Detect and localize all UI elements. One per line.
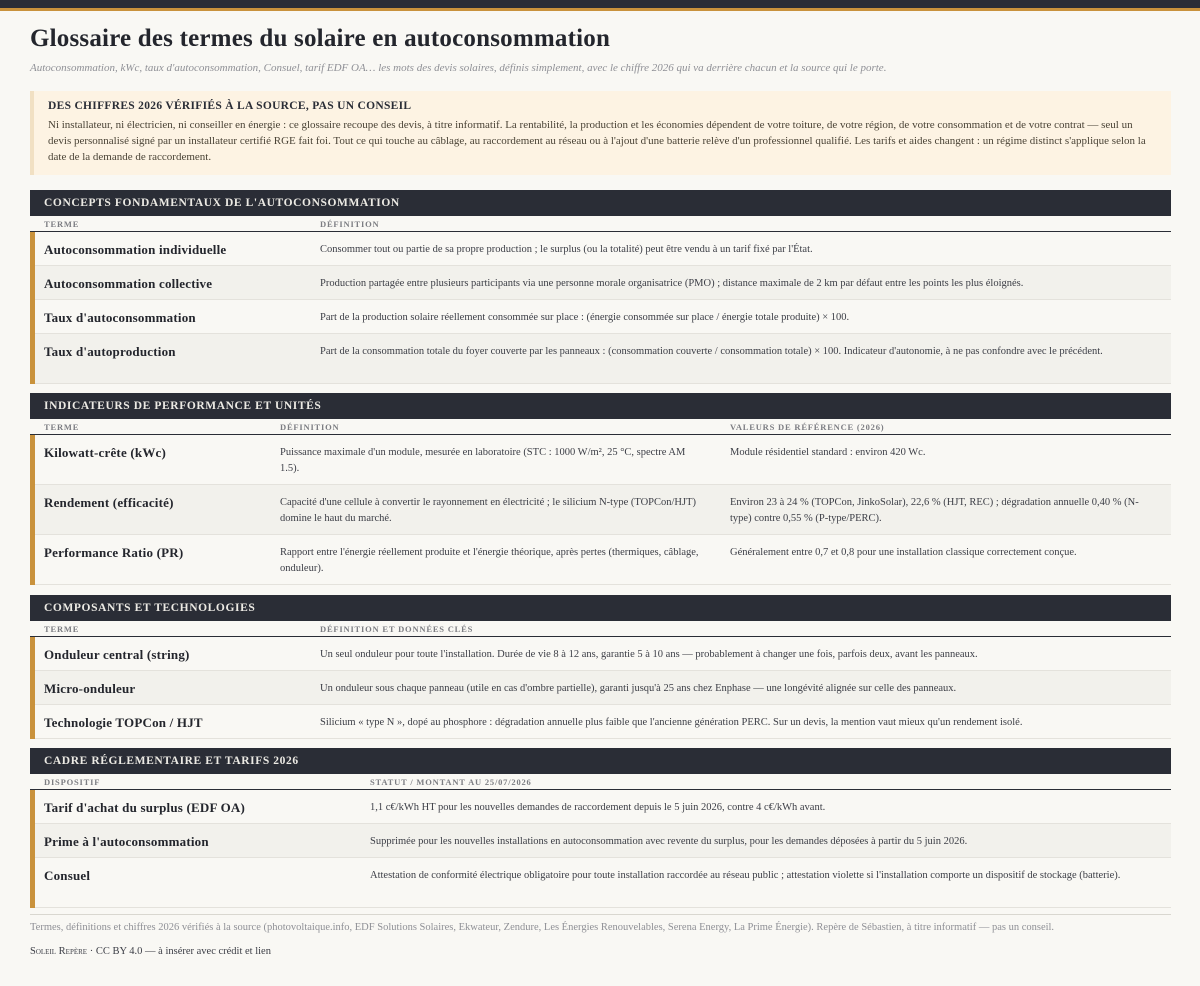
- column-header-device: DISPOSITIF: [44, 777, 101, 787]
- section-title: INDICATEURS DE PERFORMANCE ET UNITÉS: [30, 393, 1171, 419]
- term-label: Taux d'autoconsommation: [44, 310, 196, 325]
- table-row: [35, 790, 1171, 824]
- table-row: [35, 637, 1171, 671]
- column-headers: [30, 419, 1171, 435]
- definition-cell: Consommer tout ou partie de sa propre production ; le surplus (ou la totalité) peut être vendu à un tarif fixé par l'État.: [320, 244, 813, 255]
- column-header-reference: VALEURS DE RÉFÉRENCE (2026): [730, 422, 885, 432]
- table-row: [35, 485, 1171, 535]
- column-header-term: TERME: [44, 422, 80, 432]
- definition-cell: Attestation de conformité électrique obligatoire pour toute installation raccordée au réseau public ; attestation violette si l'installation comporte un dispositif de stockage (batterie).: [370, 870, 1121, 881]
- definition-cell: Part de la production solaire réellement consommée sur place : (énergie consommée sur place / énergie totale produite) × 100.: [320, 312, 850, 323]
- column-headers: [30, 774, 1171, 790]
- page-subtitle: Autoconsommation, kWc, taux d'autoconsommation, Consuel, tarif EDF OA… les mots des devis solaires, définis simplement, avec le chiffre 2026 qui va derrière chacun et la source qui le porte.: [30, 62, 887, 74]
- term-label: Performance Ratio (PR): [44, 545, 184, 560]
- table-row: [35, 266, 1171, 300]
- column-header-definition: DÉFINITION ET DONNÉES CLÉS: [320, 624, 474, 634]
- disclaimer-notice: [30, 91, 1171, 175]
- section-title: CONCEPTS FONDAMENTAUX DE L'AUTOCONSOMMATION: [30, 190, 1171, 216]
- credit-line: [30, 945, 1171, 959]
- term-label: Prime à l'autoconsommation: [44, 834, 209, 849]
- section-title: CADRE RÉGLEMENTAIRE ET TARIFS 2026: [30, 748, 1171, 774]
- term-label: Autoconsommation individuelle: [44, 242, 227, 257]
- definition-cell: Supprimée pour les nouvelles installations en autoconsommation avec revente du surplus, pour les demandes déposées à partir du 5 juin 2026.: [370, 836, 968, 847]
- definition-cell: Production partagée entre plusieurs participants via une personne morale organisatrice (PMO) ; distance maximale de 2 km par défaut entre les points les plus éloignés.: [320, 278, 1024, 289]
- section-title: COMPOSANTS ET TECHNOLOGIES: [30, 595, 1171, 621]
- section-rows: [30, 232, 1171, 384]
- definition-cell: Part de la consommation totale du foyer couverte par les panneaux : (consommation couverte / consommation totale) × 100. Indicateur d'autonomie, à ne pas confondre avec le précédent.: [320, 346, 1103, 357]
- notice-text: Ni installateur, ni électricien, ni conseiller en énergie : ce glossaire recoupe des devis, à titre informatif. La rentabilité, la production et les économies dépendent de votre toiture, de votre région, de votre consommation et de votre contrat — seul un devis personnalisé signé par un installateur certifié RGE fait foi. Tout ce qui touche au câblage, au raccordement au réseau ou à l'ajout d'une batterie relève d'un professionnel qualifié. Les tarifs et aides changent : un régime distinct s'applique selon la date de la demande de raccordement.: [48, 119, 1146, 163]
- sources-note: Termes, définitions et chiffres 2026 vérifiés à la source (photovoltaique.info, EDF Solutions Solaires, Ekwateur, Zendure, Les Énergies Renouvelables, Serena Energy, La Prime Énergie). Repère de Sébastien, à titre informatif — pas un conseil.: [30, 922, 1055, 933]
- column-header-definition: DÉFINITION: [280, 422, 340, 432]
- column-header-definition: DÉFINITION: [320, 219, 380, 229]
- column-headers: [30, 216, 1171, 232]
- table-row: [35, 535, 1171, 585]
- brand-name: Soleil Repère: [30, 946, 88, 957]
- term-label: Micro-onduleur: [44, 681, 136, 696]
- table-row: [35, 435, 1171, 485]
- section-components: [30, 595, 1171, 739]
- definition-cell: Un onduleur sous chaque panneau (utile en cas d'ombre partielle), garanti jusqu'à 25 ans chez Enphase — une longévité alignée sur celle des panneaux.: [320, 683, 957, 694]
- top-bar-accent: [0, 8, 1200, 11]
- column-header-term: TERME: [44, 219, 80, 229]
- section-rows: [30, 435, 1171, 585]
- term-label: Taux d'autoproduction: [44, 344, 176, 359]
- table-row: [35, 232, 1171, 266]
- footer-divider: [30, 914, 1171, 915]
- table-row: [35, 705, 1171, 739]
- reference-cell: Environ 23 à 24 % (TOPCon, JinkoSolar), 22,6 % (HJT, REC) ; dégradation annuelle 0,40 % (N-type) contre 0,55 % (P-type/PERC).: [730, 497, 1139, 524]
- term-label: Rendement (efficacité): [44, 495, 174, 510]
- table-row: [35, 334, 1171, 384]
- definition-cell: Capacité d'une cellule à convertir le rayonnement en électricité ; le silicium N-type (TOPCon/HJT) domine le haut du marché.: [280, 497, 697, 524]
- glossary-page: [30, 24, 1171, 959]
- term-label: Consuel: [44, 868, 91, 883]
- definition-cell: Puissance maximale d'un module, mesurée en laboratoire (STC : 1000 W/m², 25 °C, spectre AM 1.5).: [280, 447, 686, 474]
- table-row: [35, 671, 1171, 705]
- table-row: [35, 858, 1171, 908]
- column-header-status: STATUT / MONTANT AU 25/07/2026: [370, 777, 532, 787]
- term-label: Autoconsommation collective: [44, 276, 213, 291]
- top-bar: [0, 0, 1200, 8]
- definition-cell: 1,1 c€/kWh HT pour les nouvelles demandes de raccordement depuis le 5 juin 2026, contre 4 c€/kWh avant.: [370, 802, 826, 813]
- section-rows: [30, 637, 1171, 739]
- column-headers: [30, 621, 1171, 637]
- term-label: Technologie TOPCon / HJT: [44, 715, 203, 730]
- definition-cell: Rapport entre l'énergie réellement produite et l'énergie théorique, après pertes (thermiques, câblage, onduleur).: [280, 547, 699, 574]
- definition-cell: Silicium « type N », dopé au phosphore : dégradation annuelle plus faible que l'ancienne génération PERC. Sur un devis, la mention vaut mieux qu'un rendement isolé.: [320, 717, 1023, 728]
- table-row: [35, 300, 1171, 334]
- license-text: · CC BY 4.0 — à insérer avec crédit et lien: [89, 946, 271, 957]
- section-rows: [30, 790, 1171, 908]
- section-indicators: [30, 393, 1171, 585]
- page-title: Glossaire des termes du solaire en autoconsommation: [30, 25, 611, 52]
- column-header-term: TERME: [44, 624, 80, 634]
- definition-cell: Un seul onduleur pour toute l'installation. Durée de vie 8 à 12 ans, garantie 5 à 10 ans — probablement à changer une fois, parfois deux, avant les panneaux.: [320, 649, 978, 660]
- reference-cell: Généralement entre 0,7 et 0,8 pour une installation classique correctement conçue.: [730, 547, 1077, 558]
- term-label: Kilowatt-crête (kWc): [44, 445, 167, 460]
- section-regulation: [30, 748, 1171, 908]
- reference-cell: Module résidentiel standard : environ 420 Wc.: [730, 447, 926, 458]
- notice-title: DES CHIFFRES 2026 VÉRIFIÉS À LA SOURCE, PAS UN CONSEIL: [48, 100, 412, 112]
- section-concepts: [30, 190, 1171, 384]
- term-label: Tarif d'achat du surplus (EDF OA): [44, 800, 246, 815]
- table-row: [35, 824, 1171, 858]
- term-label: Onduleur central (string): [44, 647, 190, 662]
